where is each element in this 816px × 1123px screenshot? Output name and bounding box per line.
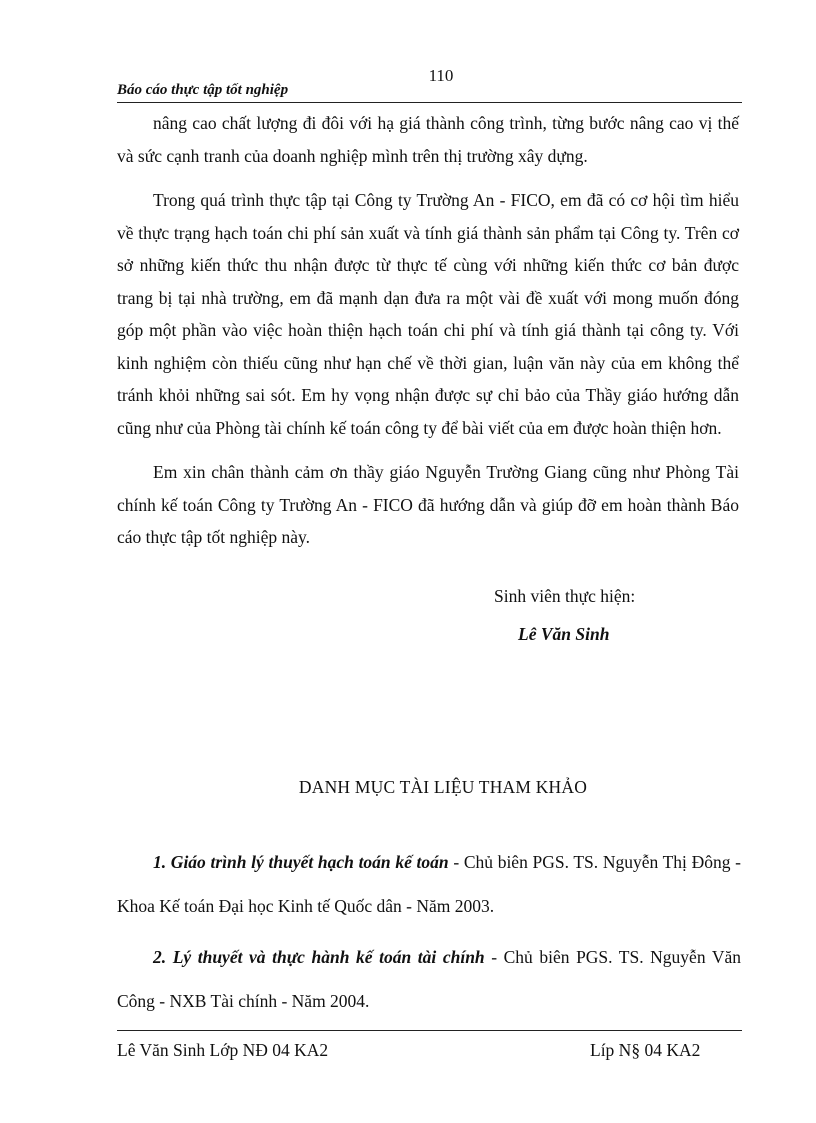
header-title: Báo cáo thực tập tốt nghiệp	[117, 82, 289, 98]
reference-details: - Chủ biên PGS. TS. Nguyễn Thị Đông - Khoa Kế toán Đại học Kinh tế Quốc dân - Năm 2003.	[117, 852, 741, 916]
reference-details: - Chủ biên PGS. TS. Nguyễn Văn Công - NXB Tài chính - Năm 2004.	[117, 947, 741, 1011]
reference-item-1	[117, 840, 741, 928]
body-text	[117, 107, 739, 566]
reference-title: 1. Giáo trình lý thuyết hạch toán kế toán	[153, 852, 449, 872]
reference-title: 2. Lý thuyết và thực hành kế toán tài chính	[153, 947, 485, 967]
page-number: 110	[428, 66, 454, 85]
footer-divider	[117, 1030, 742, 1031]
signature-label: Sinh viên thực hiện:	[494, 586, 636, 606]
paragraph-1: nâng cao chất lượng đi đôi với hạ giá thành công trình, từng bước nâng cao vị thế và sức cạnh tranh của doanh nghiệp mình trên thị trường xây dựng.	[117, 113, 739, 166]
signature-name: Lê Văn Sinh	[518, 624, 610, 644]
header-divider	[117, 102, 742, 103]
reference-item-2	[117, 935, 741, 1023]
footer-left-text: Lê Văn Sinh Lớp NĐ 04 KA2	[117, 1040, 329, 1060]
references-heading: DANH MỤC TÀI LIỆU THAM KHẢO	[298, 777, 588, 797]
footer-right-text: Líp N§ 04 KA2	[590, 1040, 701, 1060]
paragraph-2: Trong quá trình thực tập tại Công ty Trường An - FICO, em đã có cơ hội tìm hiểu về thực trạng hạch toán chi phí sản xuất và tính giá thành sản phẩm tại Công ty. Trên cơ sở những kiến thức thu nhận được từ thực tế cùng với những kiến thức cơ bản được trang bị tại nhà trường, em đã mạnh dạn đưa ra một vài đề xuất với mong muốn đóng góp một phần vào việc hoàn thiện hạch toán chi phí và tính giá thành tại công ty. Với kinh nghiệm còn thiếu cũng như hạn chế về thời gian, luận văn này của em không thể tránh khỏi những sai sót. Em hy vọng nhận được sự chỉ bảo của Thầy giáo hướng dẫn cũng như của Phòng tài chính kế toán công ty để bài viết của em được hoàn thiện hơn.	[117, 190, 739, 438]
paragraph-3: Em xin chân thành cảm ơn thầy giáo Nguyễn Trường Giang cũng như Phòng Tài chính kế toán Công ty Trường An - FICO đã hướng dẫn và giúp đỡ em hoàn thành Báo cáo thực tập tốt nghiệp này.	[117, 462, 739, 547]
